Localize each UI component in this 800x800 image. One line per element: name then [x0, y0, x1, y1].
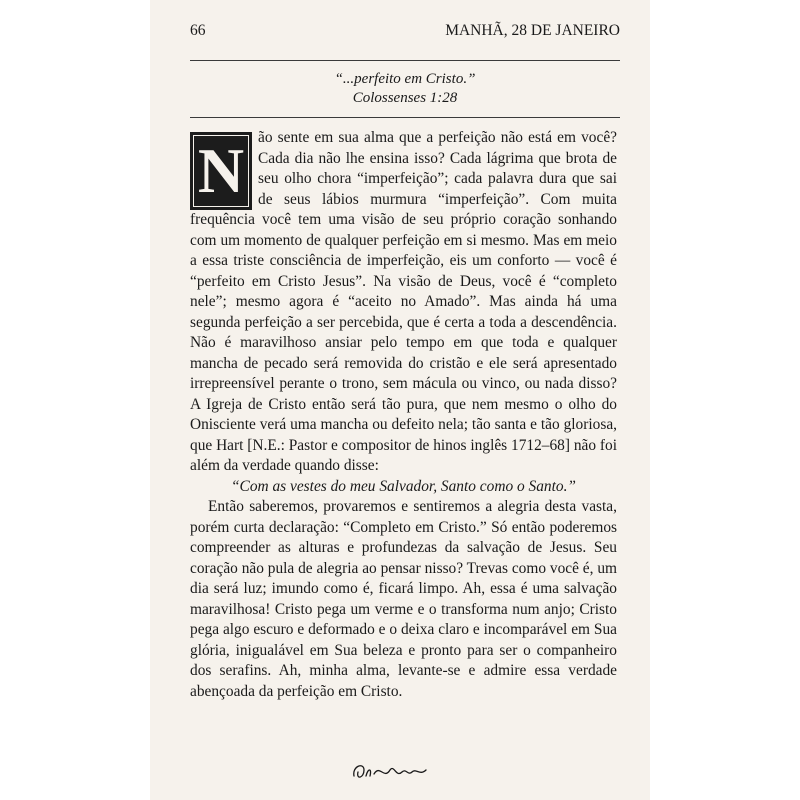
signature	[350, 758, 430, 784]
book-page	[150, 0, 650, 800]
epigraph-text: “...perfeito em Cristo.”	[334, 71, 476, 87]
hymn-quote: “Com as vestes do meu Salvador, Santo como o Santo.”	[231, 477, 576, 495]
devotional-body	[190, 128, 617, 702]
epigraph	[190, 70, 620, 108]
header-rule	[190, 60, 620, 61]
paragraph-1-text: ão sente em sua alma que a perfeição não está em você? Cada dia não lhe ensina isso? Cada lágrima que brota de seu olho chora “imperfeição”; cada palavra dura que sai de seus lábios murmura “imperfeição”. Com muita frequência você tem uma visão de seu próprio coração sonhando com um momento de qualquer perfeição em si mesmo. Mas em meio a essa triste consciência de imperfeição, eis um conforto — você é “perfeito em Cristo Jesus”. Na visão de Deus, você é “completo nele”; mesmo agora é “aceito no Amado”. Mas ainda há uma segunda perfeição a ser percebida, que é certa a toda a descendência. Não é maravilhoso ansiar pelo tempo em que toda e qualquer mancha de pecado será removida do cristão e ele será apresentado irrepreensível perante o trono, sem mácula ou vinco, ou nada disso? A Igreja de Cristo então será tão pura, que nem mesmo o olho do Onisciente verá uma mancha ou defeito nela; tão santa e tão gloriosa, que Hart [N.E.: Pastor e compositor de hinos inglês 1712–68] não foi além da verdade quando disse:	[190, 129, 618, 474]
date-title: MANHÃ, 28 DE JANEIRO	[445, 22, 620, 39]
epigraph-rule	[190, 117, 620, 118]
page-number: 66	[190, 22, 206, 39]
epigraph-reference: Colossenses 1:28	[352, 90, 458, 106]
paragraph-1	[190, 128, 617, 477]
drop-cap: N	[190, 132, 252, 210]
paragraph-2: Então saberemos, provaremos e sentiremos a alegria desta vasta, porém curta declaração: “Completo em Cristo.” Só então poderemos compreender as alturas e profundezas da salvação de Jesus. Seu coração não pula de alegria ao pensar nisso? Trevas como você é, um dia será luz; imundo como é, ficará limpo. Ah, essa é uma salvação maravilhosa! Cristo pega um verme e o transforma num anjo; Cristo pega algo escuro e deformado e o deixa claro e incomparável em Sua glória, inigualável em Sua beleza e pronto para ser o companheiro dos serafins. Ah, minha alma, levante-se e admire essa verdade abençoada da perfeição em Cristo.	[190, 498, 617, 700]
page-header	[190, 22, 620, 40]
